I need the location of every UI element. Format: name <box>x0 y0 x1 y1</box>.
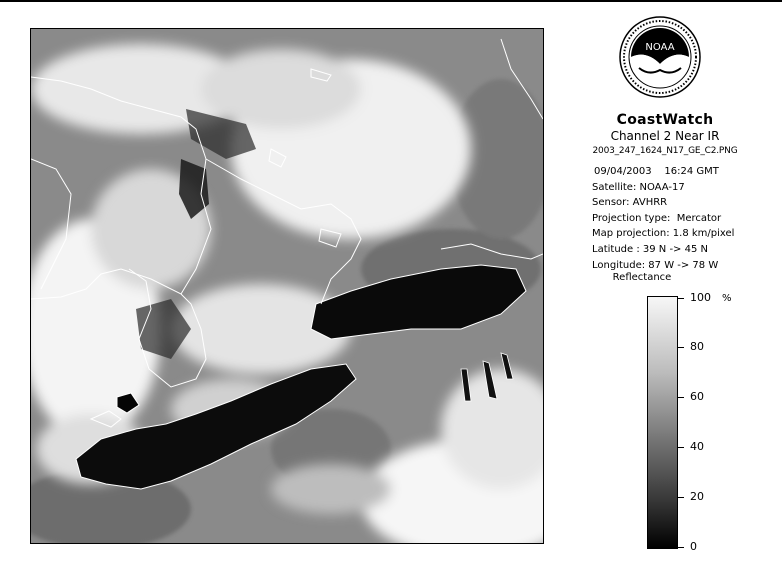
metadata-list <box>592 164 734 273</box>
legend-tick <box>678 547 684 548</box>
legend-tick <box>678 397 684 398</box>
logo-text: NOAA <box>645 42 675 53</box>
channel-subtitle: Channel 2 Near IR <box>610 129 720 143</box>
satellite-image <box>31 29 543 543</box>
satellite-map <box>30 28 544 544</box>
satellite-row: Satellite: NOAA-17 <box>592 181 685 193</box>
file-name: 2003_247_1624_N17_GE_C2.PNG <box>592 146 738 156</box>
projection-type-row: Projection type: Mercator <box>592 212 722 224</box>
page-title: CoastWatch <box>616 112 714 128</box>
legend-title: Reflectance <box>612 272 672 283</box>
legend-tick-label: 20 <box>690 490 704 503</box>
legend-tick <box>678 347 684 348</box>
longitude-row: Longitude: 87 W -> 78 W <box>592 259 719 271</box>
time-value: 16:24 GMT <box>664 166 719 177</box>
legend-tick <box>678 298 684 299</box>
noaa-logo-icon <box>619 16 701 98</box>
latitude-row: Latitude : 39 N -> 45 N <box>592 243 708 255</box>
noaa-logo <box>619 16 701 98</box>
legend-tick-label: 80 <box>690 340 704 353</box>
info-panel <box>560 112 770 156</box>
legend-tick-label: 40 <box>690 440 704 453</box>
legend-tick <box>678 447 684 448</box>
legend-tick-label: 100 <box>690 291 711 304</box>
top-border <box>0 0 782 2</box>
sensor-row: Sensor: AVHRR <box>592 197 668 209</box>
map-projection-row: Map projection: 1.8 km/pixel <box>592 228 735 240</box>
legend-tick-label: 0 <box>690 540 697 553</box>
date-time-row <box>592 164 734 180</box>
reflectance-colorbar <box>647 296 678 549</box>
date-value: 09/04/2003 <box>594 166 652 177</box>
legend-tick-label: 60 <box>690 390 704 403</box>
legend-tick <box>678 497 684 498</box>
legend-unit: % <box>722 293 732 304</box>
